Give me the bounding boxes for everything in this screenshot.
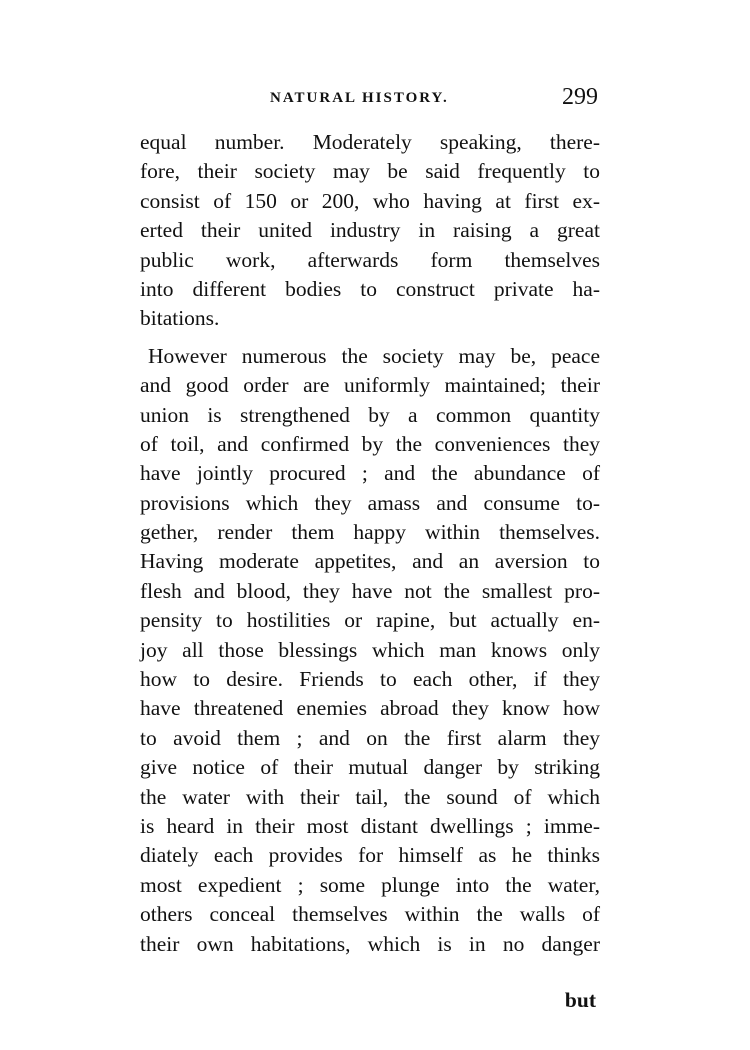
catchword: but (564, 988, 596, 1012)
text-line: pensity to hostilities or rapine, but actually en- (140, 608, 600, 633)
text-line: and good order are uniformly maintained; their (140, 373, 600, 398)
text-line: diately each provides for himself as he thinks (140, 843, 600, 868)
text-line: flesh and blood, they have not the smallest pro- (140, 578, 600, 603)
running-title: NATURAL HISTORY. (270, 90, 449, 106)
text-line: gether, render them happy within themselves. (140, 520, 600, 545)
text-line: Having moderate appetites, and an aversion to (140, 549, 600, 574)
text-line: joy all those blessings which man knows only (140, 637, 600, 662)
text-line: most expedient ; some plunge into the water, (140, 872, 600, 897)
paragraph-1 (140, 128, 600, 334)
text-line: have jointly procured ; and the abundance of (140, 461, 600, 486)
running-head (140, 86, 600, 116)
text-line: the water with their tail, the sound of which (140, 784, 600, 809)
text-line: have threatened enemies abroad they know how (140, 696, 600, 721)
text-line: their own habitations, which is in no danger (140, 931, 600, 956)
body-text (140, 128, 600, 959)
text-line: give notice of their mutual danger by striking (140, 755, 600, 780)
text-line: provisions which they amass and consume to- (140, 490, 600, 515)
text-line: into different bodies to construct private ha- (140, 276, 600, 301)
text-line: bitations. (140, 306, 220, 331)
text-line: erted their united industry in raising a great (140, 218, 600, 243)
text-line: equal number. Moderately speaking, there- (140, 130, 600, 154)
text-line: is heard in their most distant dwellings ; imme- (140, 813, 600, 838)
paragraph-gap (140, 334, 600, 342)
text-line: public work, afterwards form themselves (140, 247, 600, 272)
text-line: others conceal themselves within the walls of (140, 902, 600, 927)
page-number: 299 (562, 84, 598, 110)
paragraph-2 (140, 342, 600, 959)
text-line: union is strengthened by a common quantity (140, 402, 600, 427)
text-line: how to desire. Friends to each other, if they (140, 667, 600, 692)
text-line: consist of 150 or 200, who having at first ex- (140, 188, 600, 213)
text-line: to avoid them ; and on the first alarm they (140, 725, 600, 750)
text-line: fore, their society may be said frequently to (140, 159, 600, 184)
text-line: of toil, and confirmed by the conveniences they (140, 431, 600, 456)
text-line: However numerous the society may be, peace (148, 343, 600, 368)
